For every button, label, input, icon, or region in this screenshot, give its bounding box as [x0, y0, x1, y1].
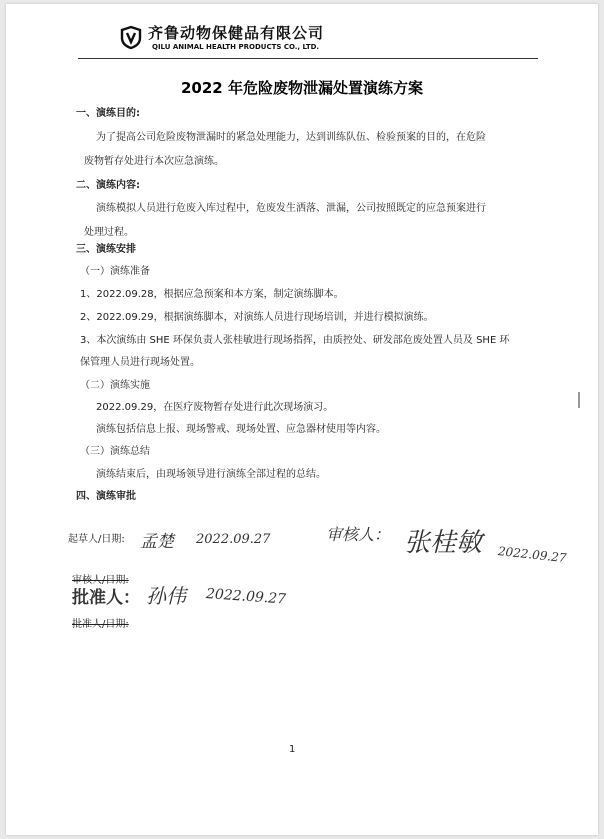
implementation-line-1: 2022.09.29，在医疗废物暂存处进行此次现场演习。 [96, 402, 334, 413]
reviewer-printed-label: 审核人/日期: [72, 575, 129, 586]
section-2-text-line-1: 演练模拟人员进行危废入库过程中，危废发生洒落、泄漏，公司按照既定的应急预案进行 [96, 203, 486, 214]
section-2-heading: 二、演练内容: [76, 180, 140, 191]
section-2-text-line-2: 处理过程。 [84, 227, 134, 238]
margin-mark [578, 392, 580, 408]
prep-item-2: 2、2022.09.29，根据演练脚本，对演练人员进行现场培训，并进行模拟演练。 [80, 312, 434, 323]
subsection-summary-heading: （三）演练总结 [80, 446, 150, 457]
document-page [6, 4, 598, 835]
page-number: 1 [289, 744, 296, 755]
approver-signature: 孙伟 [146, 584, 186, 608]
reviewer-signature: 张桂敏 [404, 528, 483, 558]
approver-date: 2022.09.27 [205, 586, 287, 608]
header-divider [78, 58, 538, 59]
prep-item-1: 1、2022.09.28，根据应急预案和本方案，制定演练脚本。 [80, 289, 344, 300]
prep-item-3-line-1: 3、本次演练由 SHE 环保负责人张桂敏进行现场指挥，由质控处、研发部危废处置人员及 SHE 环 [80, 335, 510, 346]
subsection-prep-heading: （一）演练准备 [80, 266, 150, 277]
section-3-heading: 三、演练安排 [76, 244, 136, 255]
implementation-line-2: 演练包括信息上报、现场警戒、现场处置、应急器材使用等内容。 [96, 424, 386, 435]
approver-printed-label: 批准人/日期: [72, 619, 129, 630]
drafter-date: 2022.09.27 [196, 532, 271, 547]
section-1-heading: 一、演练目的: [76, 108, 140, 119]
document-title: 2022 年危险废物泄漏处置演练方案 [181, 79, 423, 97]
company-name-en: QILU ANIMAL HEALTH PRODUCTS CO., LTD. [152, 43, 320, 51]
summary-line: 演练结束后，由现场领导进行演练全部过程的总结。 [96, 469, 326, 480]
company-logo-icon [118, 24, 144, 50]
prep-item-3-line-2: 保管理人员进行现场处置。 [80, 357, 200, 368]
section-1-text-line-2: 废物暂存处进行本次应急演练。 [84, 156, 224, 167]
approver-handwritten-label: 批准人： [72, 588, 140, 608]
letterhead [118, 22, 348, 62]
reviewer-date: 2022.09.27 [497, 544, 568, 566]
subsection-implementation-heading: （二）演练实施 [80, 380, 150, 391]
drafter-signature: 孟楚 [140, 532, 174, 552]
reviewer-handwritten-label: 审核人： [326, 525, 391, 544]
drafter-label: 起草人/日期: [68, 534, 125, 545]
company-name-cn: 齐鲁动物保健品有限公司 [148, 24, 325, 42]
section-1-text-line-1: 为了提高公司危险废物泄漏时的紧急处理能力，达到训练队伍、检验预案的目的，在危险 [96, 132, 486, 143]
section-4-heading: 四、演练审批 [76, 491, 136, 502]
